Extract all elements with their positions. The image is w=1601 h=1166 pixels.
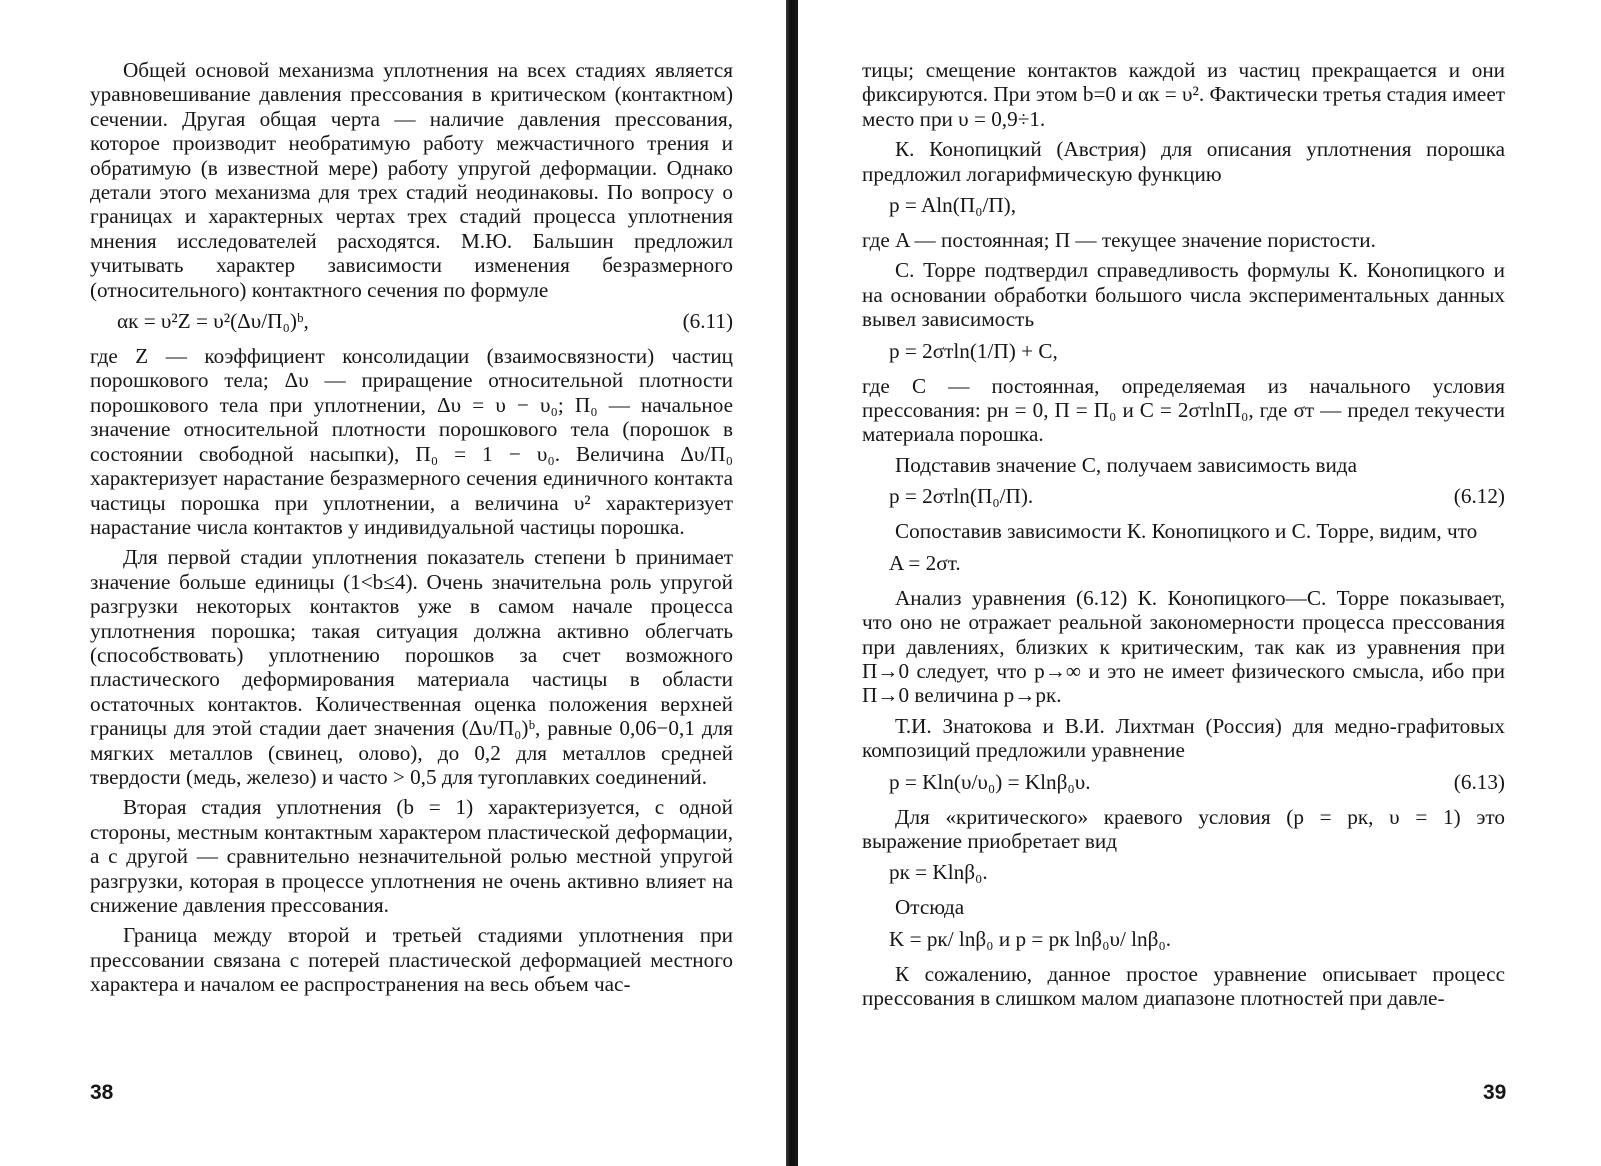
paragraph: тицы; смещение контактов каждой из частиц прекращается и они фиксируются. При этом b=0 и αк = υ². Фактически третья стадия имеет место при υ = 0,9÷1. (862, 58, 1505, 131)
equation (862, 192, 1505, 218)
equation-formula: p = Aln(П₀/П), (889, 193, 1017, 218)
right-page (862, 58, 1505, 1017)
equation (862, 483, 1505, 509)
equation-formula: p = 2σтln(1/П) + C, (889, 338, 1058, 363)
paragraph: Подставив значение C, получаем зависимость вида (895, 452, 1357, 477)
equation-number: (6.11) (682, 309, 733, 334)
paragraph: Граница между второй и третьей стадиями уплотнения при прессовании связана с потерей пластической деформацией местного характера и началом ее распространения на весь объем час- (90, 923, 733, 997)
equation-formula: K = pк/ lnβ₀ и p = pк lnβ₀υ/ lnβ₀. (889, 926, 1172, 951)
paragraph: Для «критического» краевого условия (p = pк, υ = 1) это выражение приобретает вид (862, 804, 1505, 853)
equation-number: (6.12) (1453, 484, 1505, 509)
equation (862, 338, 1505, 364)
equation-formula: pк = Klnβ₀. (889, 860, 988, 885)
equation (862, 859, 1505, 885)
paragraph: К сожалению, данное простое уравнение описывает процесс прессования в слишком малом диапазоне плотностей при давле- (862, 961, 1505, 1011)
paragraph: Общей основой механизма уплотнения на всех стадиях является уравновешивание давления прессования в критическом (контактном) сечении. Другая общая черта — наличие давления прессования, которое производит необратимую работу межчастичного трения и обратимую (в известной мере) работу упругой деформации. Однако детали этого механизма для трех стадий неодинаковы. По вопросу о границах и характерных чертах трех стадий процесса уплотнения мнения исследователей расходятся. М.Ю. Бальшин предложил учитывать характер зависимости изменения безразмерного (относительного) контактного сечения по формуле (90, 58, 733, 302)
equation-formula: αк = υ²Z = υ²(Δυ/П₀)ᵇ, (117, 309, 309, 334)
paragraph: где C — постоянная, определяемая из начального условия прессования: pн = 0, П = П₀ и C = 2σтlnП₀, где σт — предел текучести материала порошка. (862, 373, 1505, 447)
left-page (90, 58, 733, 1003)
paragraph: Отсюда (895, 895, 965, 920)
paragraph: С. Торре подтвердил справедливость формулы К. Конопицкого и на основании обработки большого числа экспериментальных данных вывел зависимость (862, 258, 1505, 332)
paragraph: Для первой стадии уплотнения показатель степени b принимает значение больше единицы (1<b≤4). Очень значительна роль упругой разгрузки некоторых контактов уже в самом начале процесса уплотнения порошка; такая ситуация должна активно облегчать (способствовать) уплотнению порошков за счет возможного пластического деформирования материала частицы в области остаточных контактов. Количественная оценка положения верхней границы для этой стадии дает значения (Δυ/П₀)ᵇ, равные 0,06−0,1 для мягких металлов (свинец, олово), до 0,2 для металлов средней твердости (медь, железо) и часто > 0,5 для тугоплавких соединений. (90, 545, 733, 789)
paragraph: Вторая стадия уплотнения (b = 1) характеризуется, с одной стороны, местным контактным характером пластической деформации, а с другой — сравнительно незначительной ролью местной упругой разгрузки, которая в процессе уплотнения не очень активно влияет на снижение давления прессования. (90, 795, 733, 917)
equation (862, 926, 1505, 952)
page-number-left: 38 (90, 1081, 114, 1104)
page-number-right: 39 (1483, 1081, 1507, 1104)
equation-formula: p = 2σтln(П₀/П). (889, 484, 1034, 509)
equation-formula: p = Kln(υ/υ₀) = Klnβ₀υ. (889, 769, 1091, 794)
equation-formula: A = 2σт. (889, 550, 961, 575)
equation (90, 308, 733, 334)
equation (862, 550, 1505, 576)
paragraph: Т.И. Знатокова и В.И. Лихтман (Россия) для медно-графитовых композиций предложили уравнение (862, 713, 1505, 763)
paragraph: К. Конопицкий (Австрия) для описания уплотнения порошка предложил логарифмическую функцию (862, 137, 1505, 186)
equation (862, 769, 1505, 795)
book-gutter (786, 0, 798, 1166)
paragraph: где Z — коэффициент консолидации (взаимосвязности) частиц порошкового тела; Δυ — приращение относительной плотности порошкового тела при уплотнении, Δυ = υ − υ₀; П₀ — начальное значение относительной плотности порошкового тела (порошок в состоянии свободной насыпки), П₀ = 1 − υ₀. Величина Δυ/П₀ характеризует нарастание безразмерного сечения единичного контакта частицы порошка при уплотнении, а величина υ² характеризует нарастание числа контактов у индивидуальной частицы порошка. (90, 344, 733, 539)
equation-number: (6.13) (1453, 769, 1505, 794)
paragraph: Сопоставив зависимости К. Конопицкого и С. Торре, видим, что (895, 519, 1478, 544)
paragraph: Анализ уравнения (6.12) К. Конопицкого—С. Торре показывает, что оно не отражает реальной закономерности процесса прессования при давлениях, близких к критическим, так как из уравнения при П→0 следует, что p→∞ и это не имеет физического смысла, ибо при П→0 величина p→pк. (862, 585, 1505, 708)
paragraph: где A — постоянная; П — текущее значение пористости. (862, 228, 1376, 253)
